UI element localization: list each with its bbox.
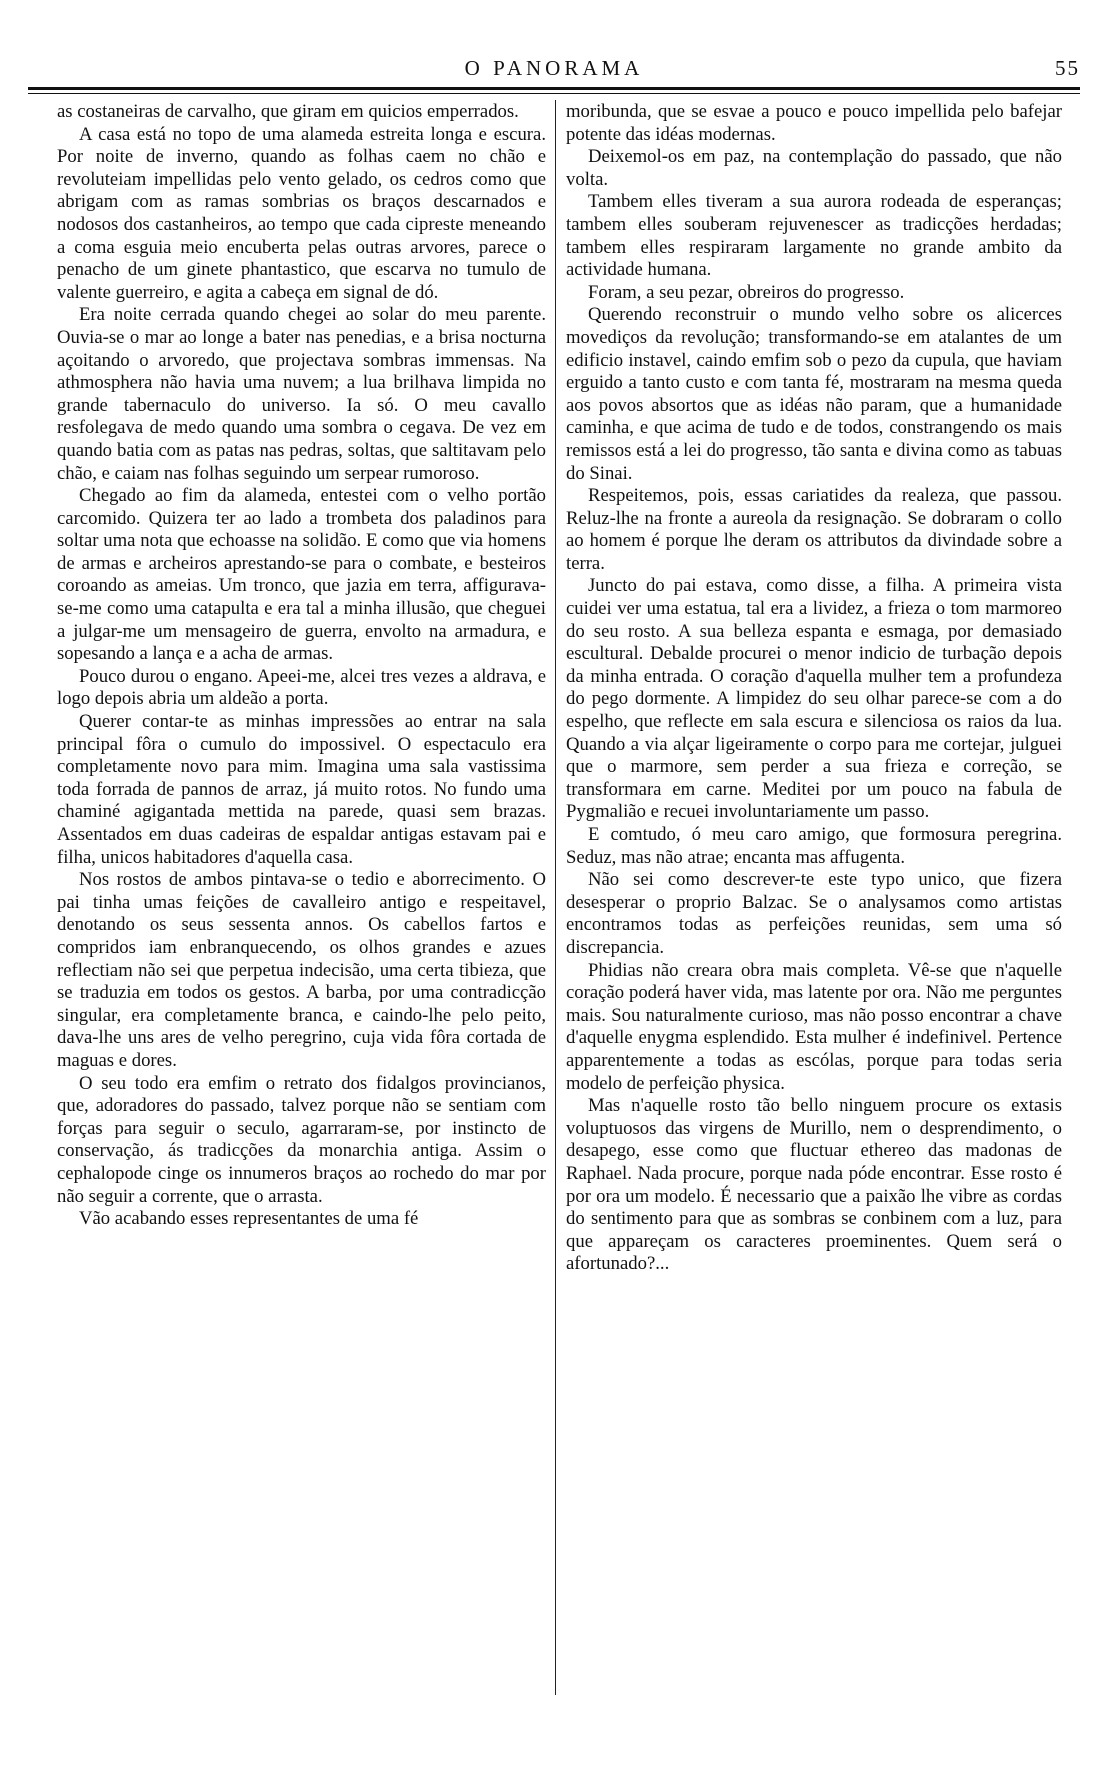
right-column <box>566 101 1062 1276</box>
paragraph: as costaneiras de carvalho, que giram em quicios emperrados. <box>57 101 519 122</box>
paragraph: moribunda, que se esvae a pouco e pouco impellida pelo bafejar potente das idéas modernas. <box>566 101 1062 145</box>
page-header <box>28 56 1080 96</box>
paragraph: Chegado ao fim da alameda, entestei com o velho portão carcomido. Quizera ter ao lado a trombeta dos paladinos para soltar uma nota que echoasse na solidão. E como que via homens de armas e archeiros aprestando-se para o combate, e besteiros coroando as ameias. Um tronco, que jazia em terra, affigurava-se-me como uma catapulta e era tal a minha illusão, que cheguei a julgar-me um mensageiro de guerra, envolto na armadura, e sopesando a lança e a acha de armas. <box>57 485 546 665</box>
paragraph: Phidias não creara obra mais completa. Vê-se que n'aquelle coração poderá haver vida, mas latente por ora. Não me perguntes mais. Sou naturalmente curioso, mas não posso encontrar a chave d'aquelle enygma esplendido. Esta mulher é indefinivel. Pertence apparentemente a todas as escólas, porque para todas seria modelo de perfeição physica. <box>566 959 1062 1094</box>
left-column <box>57 101 546 1231</box>
paragraph: Mas n'aquelle rosto tão bello ninguem procure os extasis voluptuosos das virgens de Murillo, nem o desprendimento, o desapego, esse como que fluctuar ethereo das madonas de Raphael. Nada procure, porque nada póde encontrar. Esse rosto é por ora um modelo. É necessario que a paixão lhe vibre as cordas do sentimento para que as sombras se conbinem com a luz, para que appareçam os caracteres proeminentes. Quem será o afortunado?... <box>566 1095 1062 1275</box>
paragraph: Querer contar-te as minhas impressões ao entrar na sala principal fôra o cumulo do impossivel. O espectaculo era completamente novo para mim. Imagina uma sala vastissima toda forrada de pannos de arraz, já muito rotos. No fundo uma chaminé agigantada mettida na parede, quasi sem brazas. Assentados em duas cadeiras de espaldar antigas estavam pai e filha, unicos habitadores d'aquella casa. <box>57 711 546 868</box>
paragraph: O seu todo era emfim o retrato dos fidalgos provincianos, que, adoradores do passado, talvez porque não se sentiam com forças para seguir o seculo, agarraram-se, por instincto de conservação, ás tradicções da monarchia antiga. Assim o cephalopode cinge os innumeros braços ao rochedo do mar por não seguir a corrente, que o arrasta. <box>57 1072 546 1207</box>
paragraph: Nos rostos de ambos pintava-se o tedio e aborrecimento. O pai tinha umas feições de cavalleiro antigo e respeitavel, denotando os seus sessenta annos. Os cabellos fartos e compridos iam enbranquecendo, os olhos grandes e azues reflectiam não sei que perpetua indecisão, uma certa tibieza, que se traduzia em todos os gestos. A barba, por uma contradicção singular, era completamente branca, e caindo-lhe pelo peito, dava-lhe uns ares de velho peregrino, cuja vida fôra cortada de maguas e dores. <box>57 869 546 1071</box>
header-rule-thin <box>28 93 1080 94</box>
paragraph: Não sei como descrever-te este typo unico, que fizera desesperar o proprio Balzac. Se o analysamos como artistas encontramos todas as perfeições reunidas, sem uma só discrepancia. <box>566 869 1062 958</box>
paragraph: Foram, a seu pezar, obreiros do progresso. <box>588 281 905 303</box>
paragraph: A casa está no topo de uma alameda estreita longa e escura. Por noite de inverno, quando as folhas caem no chão e revoluteiam impellidas pelo vento gelado, os cedros como que abrigam com as ramas sombrias os braços descarnados e nodosos dos castanheiros, ao tempo que cada cipreste meneando a coma esguia meio encuberta pelas outras arvores, parece o penacho de um ginete phantastico, que escarva no tumulo de valente guerreiro, e agita a cabeça em signal de dó. <box>57 123 546 303</box>
paragraph: Tambem elles tiveram a sua aurora rodeada de esperanças; tambem elles souberam rejuvenescer as tradicções herdadas; tambem elles respiraram largamente no grande ambito da actividade humana. <box>566 191 1062 281</box>
paragraph: Pouco durou o engano. Apeei-me, alcei tres vezes a aldrava, e logo depois abria um aldeão a porta. <box>57 665 546 710</box>
paragraph: Querendo reconstruir o mundo velho sobre os alicerces movediços da revolução; transformando-se em atalantes de um edificio instavel, caindo emfim sob o pezo da cupula, que haviam erguido a tanto custo e com tanta fé, mostraram na mesma queda aos povos absortos que as idéas não param, que a humanidade caminha, e que acima de tudo e de todos, constrangendo os mais remissos está a lei do progresso, tão santa e divina como as tabuas do Sinai. <box>566 304 1062 484</box>
column-divider <box>555 100 556 1695</box>
paragraph: E comtudo, ó meu caro amigo, que formosura peregrina. Seduz, mas não atrae; encanta mas affugenta. <box>566 824 1062 868</box>
paragraph: Deixemol-os em paz, na contemplação do passado, que não volta. <box>566 146 1062 190</box>
paragraph: Era noite cerrada quando chegei ao solar do meu parente. Ouvia-se o mar ao longe a bater nas penedias, e a brisa nocturna açoitando o arvoredo, que projectava sombras immensas. Na athmosphera não havia uma nuvem; a lua brilhava limpida no grande tabernaculo do universo. Ia só. O meu cavallo resfolegava de medo quando uma sombra o cegava. De vez em quando batia com as patas nas pedras, soltas, que saltitavam pelo chão, e caiam nas folhas seguindo um serpear rumoroso. <box>57 304 546 484</box>
paragraph: Respeitemos, pois, essas cariatides da realeza, que passou. Reluz-lhe na fronte a aureola da resignação. Se dobraram o collo ao homem é porque lhe deram os attributos da divindade sobre a terra. <box>566 485 1062 574</box>
paragraph: Juncto do pai estava, como disse, a filha. A primeira vista cuidei ver uma estatua, tal era a lividez, a frieza o tom marmoreo do seu rosto. A sua belleza espanta e esmaga, por demasiado escultural. Debalde procurei o menor indicio de turbação depois da minha entrada. O coração d'aquella mulher tem a profundeza do pego dormente. A limpidez do seu olhar parece-se com a do espelho, que reflecte em sala escura e silenciosa os raios da lua. Quando a via alçar ligeiramente o corpo para me cortejar, julguei que o marmore, sem perder a sua frieza e correção, se transformara em carne. Meditei por um pouco na fabula de Pygmalião e recuei involuntariamente um passo. <box>566 575 1062 823</box>
paragraph: Vão acabando esses representantes de uma fé <box>79 1208 419 1230</box>
header-rule-thick <box>28 87 1080 90</box>
page-number: 55 <box>1055 56 1080 80</box>
publication-title: O PANORAMA <box>464 56 644 80</box>
